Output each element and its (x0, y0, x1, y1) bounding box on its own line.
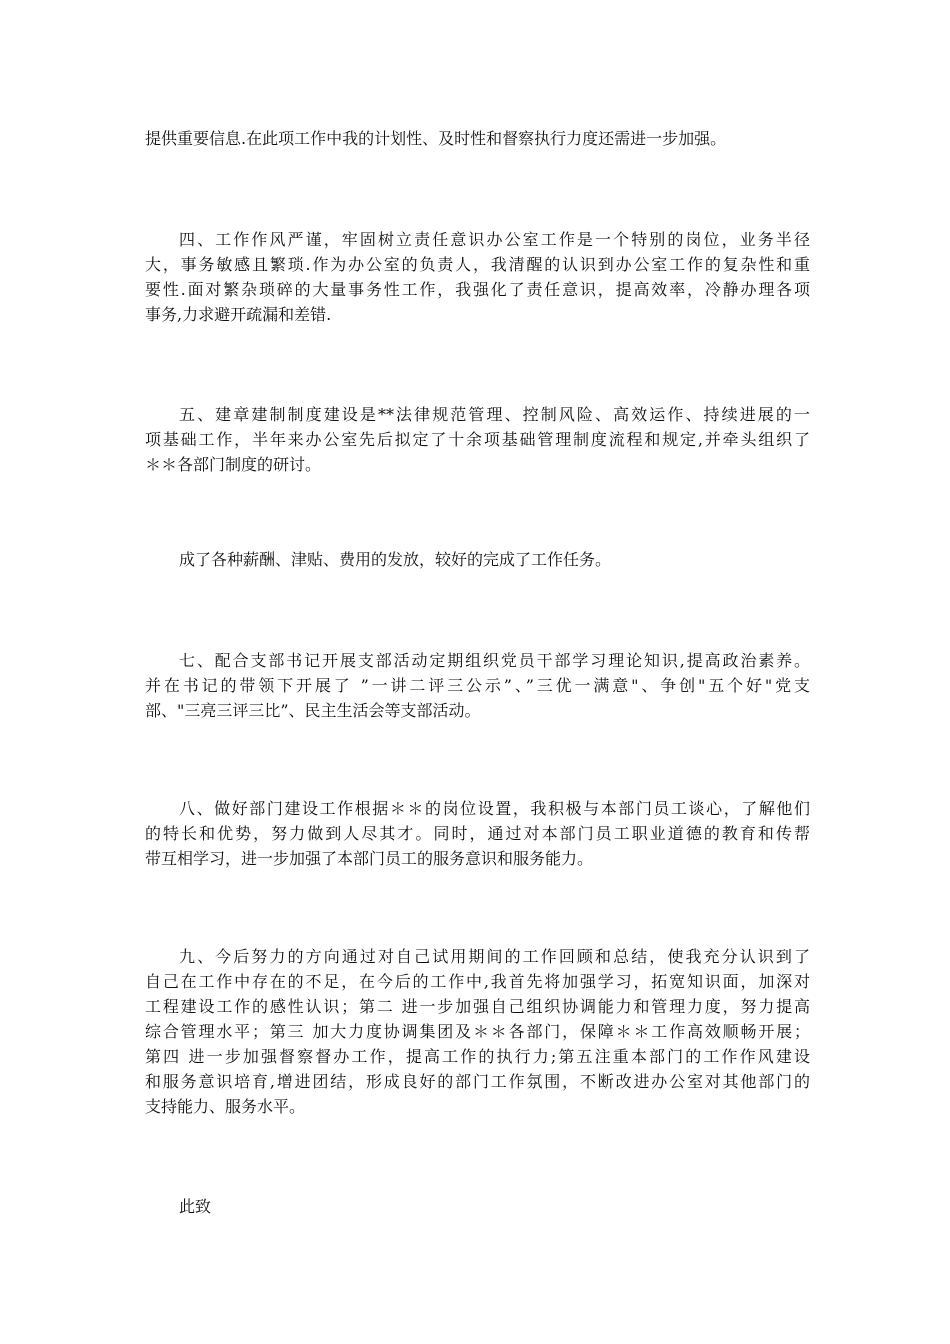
text-line: 要性.面对繁杂琐碎的大量事务性工作，我强化了责任意识，提高效率，冷静办理各项 (145, 280, 810, 299)
paragraph-7 (145, 944, 810, 1119)
text-line: 事务,力求避开疏漏和差错. (145, 305, 332, 324)
text-line: 的特长和优势，努力做到人尽其才。同时，通过对本部门员工职业道德的教育和传帮 (145, 824, 810, 843)
text-line: 七、配合支部书记开展支部活动定期组织党员干部学习理论知识,提高政治素养。 (179, 651, 810, 670)
text-line: ＊＊各部门制度的研讨。 (145, 455, 322, 474)
paragraph-3 (145, 402, 810, 477)
text-line: 提供重要信息.在此项工作中我的计划性、及时性和督察执行力度还需进一步加强。 (145, 129, 727, 148)
text-line: 九、今后努力的方向通过对自己试用期间的工作回顾和总结，使我充分认识到了 (179, 947, 810, 966)
text-line: 部、"三亮三评三比”、民主生活会等支部活动。 (145, 701, 481, 720)
text-line: 自己在工作中存在的不足，在今后的工作中,我首先将加强学习，拓宽知识面，加深对 (145, 972, 810, 991)
closing-salutation: 此致 (179, 1197, 212, 1216)
paragraph-2 (145, 227, 810, 327)
paragraph-5 (145, 648, 810, 723)
text-line: 支持能力、服务水平。 (145, 1097, 306, 1116)
text-line: 工程建设工作的感性认识；第二 进一步加强自己组织协调能力和管理力度，努力提高 (145, 997, 810, 1016)
text-line: 并在书记的带领下开展了 ”一讲二评三公示”、”三优一满意"、争创"五个好"党支 (145, 676, 810, 695)
paragraph-1 (145, 126, 810, 151)
text-line: 和服务意识培育,增进团结，形成良好的部门工作氛围，不断改进办公室对其他部门的 (145, 1072, 810, 1091)
text-line: 带互相学习，进一步加强了本部门员工的服务意识和服务能力。 (145, 849, 594, 868)
text-line: 四、工作作风严谨，牢固树立责任意识办公室工作是一个特别的岗位，业务半径 (179, 230, 810, 249)
text-line: 成了各种薪酬、津贴、费用的发放，较好的完成了工作任务。 (179, 550, 612, 569)
text-line: 第四 进一步加强督察督办工作，提高工作的执行力;第五注重本部门的工作作风建设 (145, 1047, 810, 1066)
text-line: 项基础工作，半年来办公室先后拟定了十余项基础管理制度流程和规定,并牵头组织了 (145, 430, 810, 449)
paragraph-4 (145, 547, 810, 572)
text-line: 综合管理水平；第三 加大力度协调集团及＊＊各部门，保障＊＊工作高效顺畅开展； (145, 1022, 810, 1041)
text-line: 五、建章建制制度建设是**法律规范管理、控制风险、高效运作、持续进展的一 (179, 405, 810, 424)
text-line: 八、做好部门建设工作根据＊＊的岗位设置，我积极与本部门员工谈心，了解他们 (179, 799, 810, 818)
paragraph-8 (145, 1194, 810, 1219)
text-line: 大，事务敏感且繁琐.作为办公室的负责人，我清醒的认识到办公室工作的复杂性和重 (145, 255, 810, 274)
paragraph-6 (145, 796, 810, 871)
